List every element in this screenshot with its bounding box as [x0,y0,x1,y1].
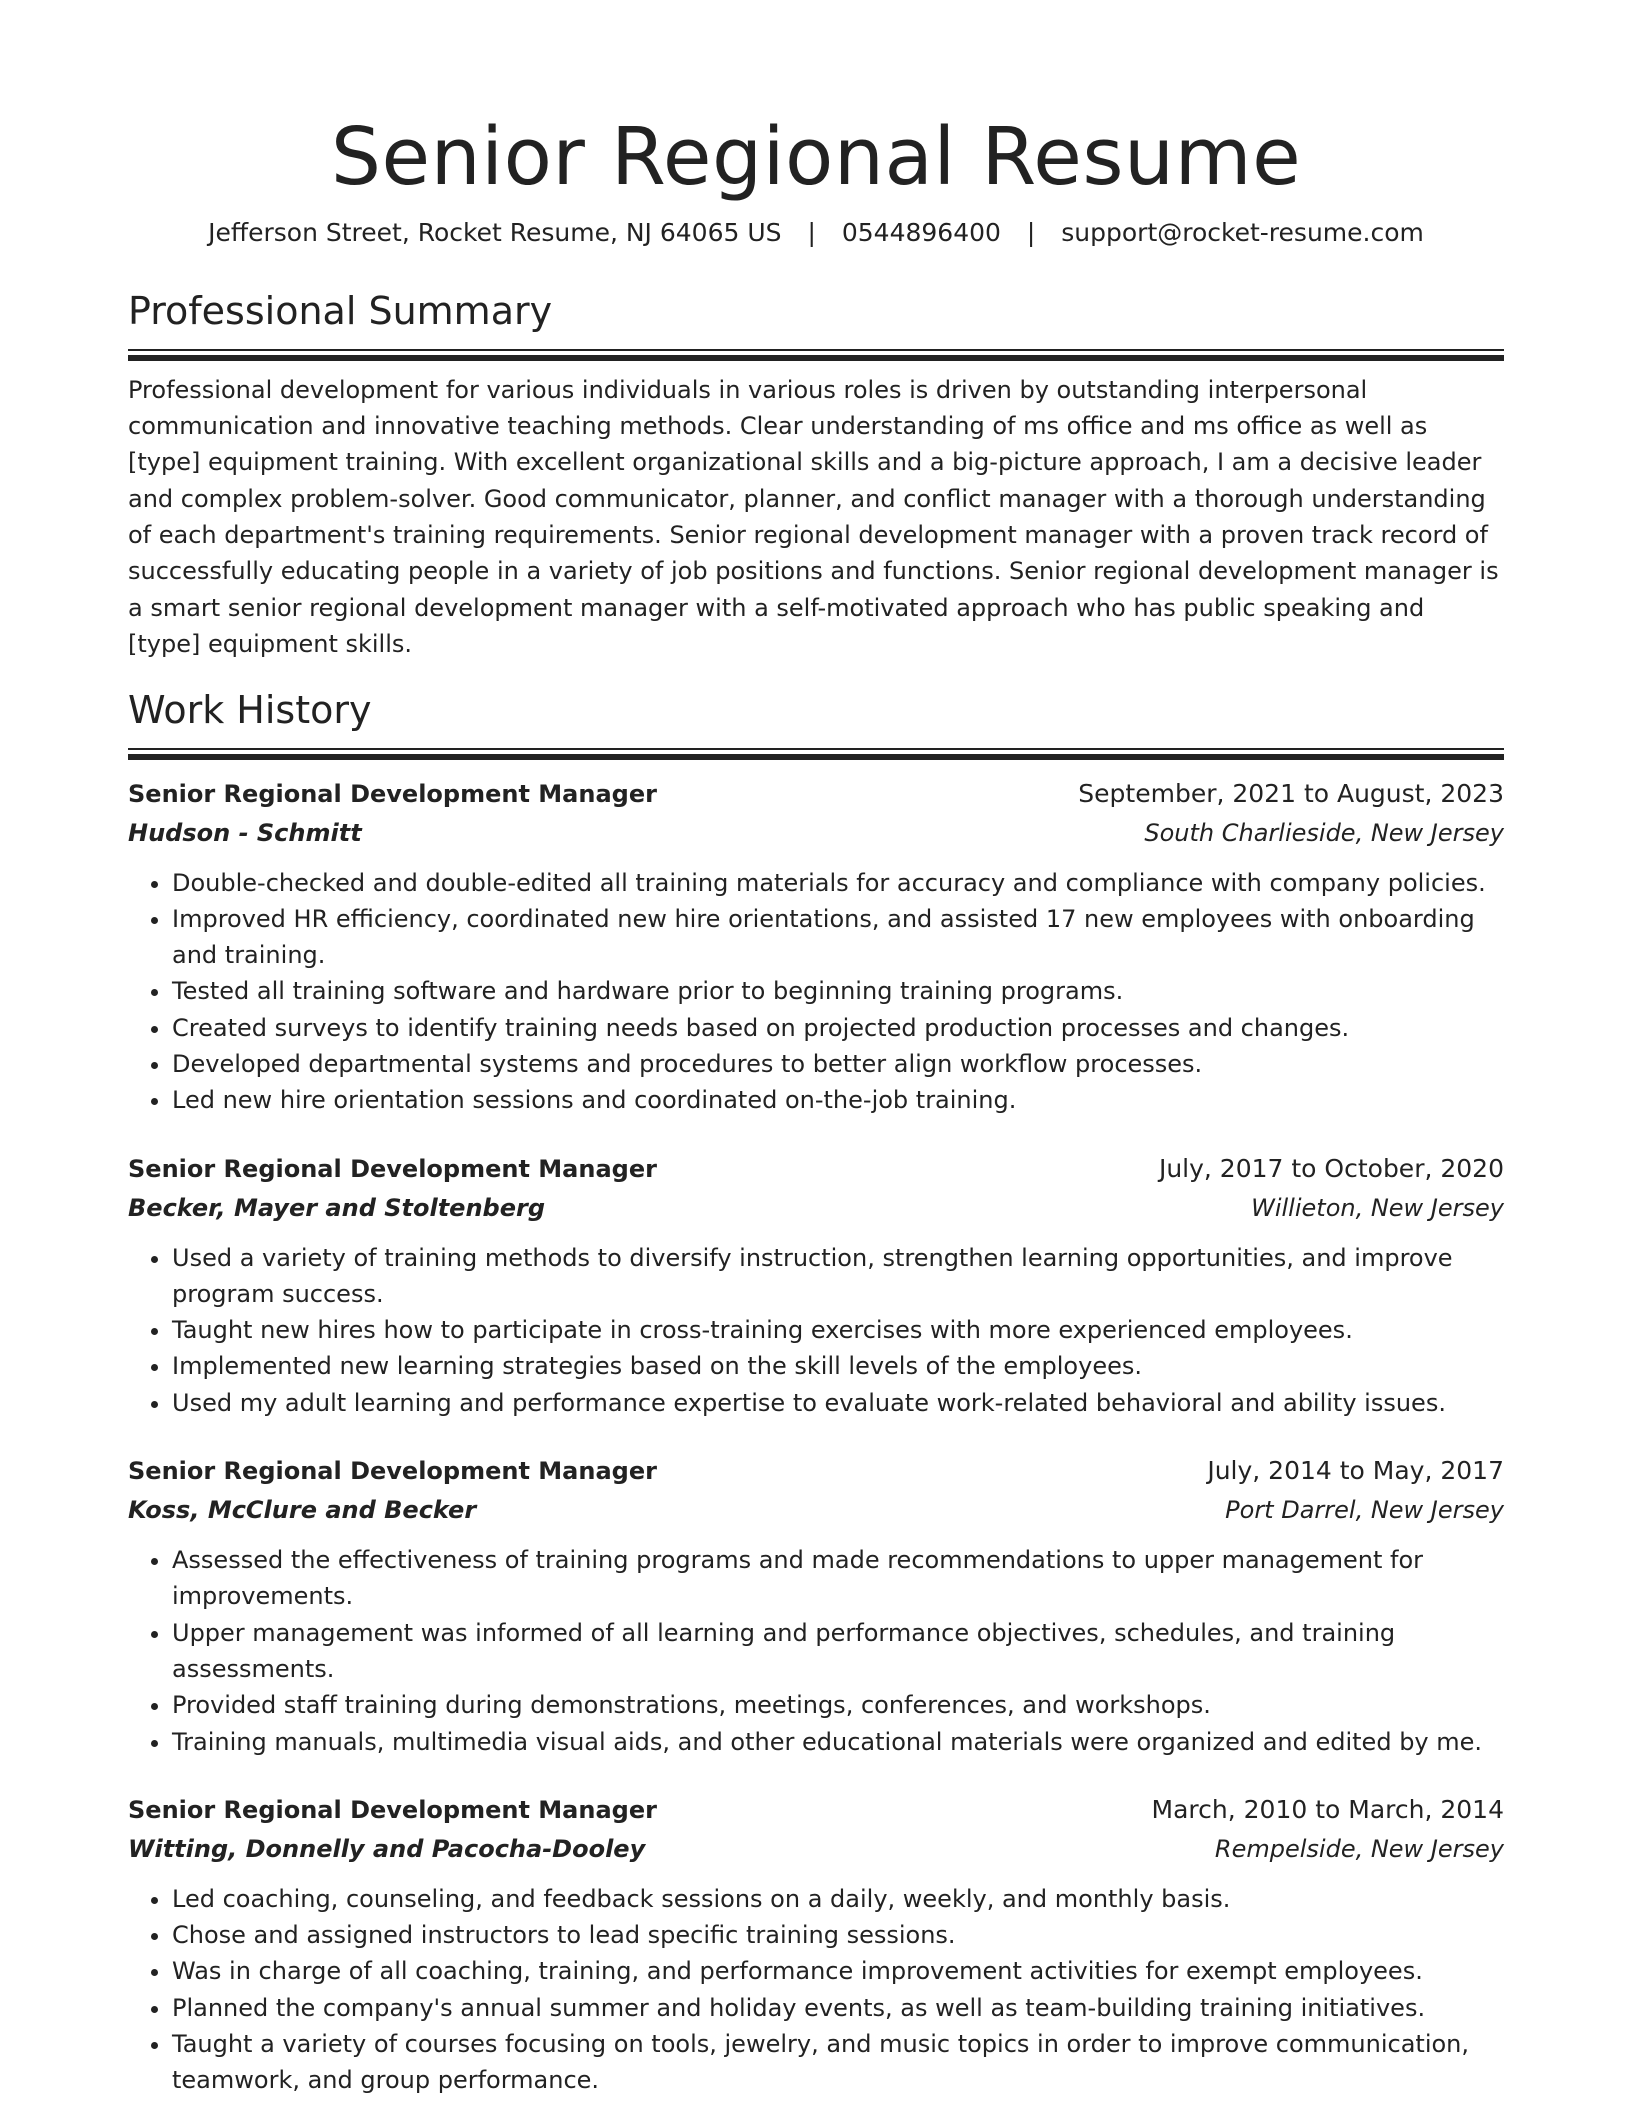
section-heading-summary: Professional Summary [128,289,553,334]
job-location: Port Darrel, New Jersey [1225,1496,1504,1525]
contact-separator: | [807,217,816,247]
job-bullet: • Assessed the effectiveness of training programs and made recommendations to upper management for improvements. [172,1542,1504,1615]
job-bullet: • Led new hire orientation sessions and coordinated on-the-job training. [172,1082,1504,1118]
job-bullet-list [128,1542,1504,1760]
job-entry [128,1149,1504,1421]
job-title: Senior Regional Development Manager [128,1795,657,1824]
job-bullet: • Used a variety of training methods to diversify instruction, strengthen learning opportunities, and improve program success. [172,1240,1504,1313]
job-bullet: • Taught new hires how to participate in cross-training exercises with more experienced employees. [172,1312,1504,1348]
job-bullet: • Tested all training software and hardware prior to beginning training programs. [172,973,1504,1009]
contact-phone: 0544896400 [841,217,1001,247]
job-title: Senior Regional Development Manager [128,1154,657,1183]
work-history-list [128,774,1504,2099]
job-company-row [128,1830,1504,1869]
job-entry [128,774,1504,1119]
job-entry [128,1790,1504,2099]
job-bullet: • Led coaching, counseling, and feedback sessions on a daily, weekly, and monthly basis. [172,1881,1504,1917]
section-divider [128,349,1504,355]
job-header-row [128,774,1504,814]
job-bullet: • Created surveys to identify training needs based on projected production processes and changes. [172,1010,1504,1046]
summary-text: Professional development for various individuals in various roles is driven by outstanding interpersonal communication and innovative teaching methods. Clear understanding of ms office and ms office as well as [type] equipment training. With excellent organizational skills and a big-picture approach, I am a decisive leader and complex problem-solver. Good communicator, planner, and conflict manager with a thorough understanding of each department's training requirements. Senior regional development manager with a proven track record of successfully educating people in a variety of job positions and functions. Senior regional development manager is a smart senior regional development manager with a self-motivated approach who has public speaking and [type] equipment skills. [128,375,1499,658]
section-heading-work-history: Work History [128,688,372,733]
job-company: Hudson - Schmitt [128,818,362,847]
job-bullet: • Used my adult learning and performance expertise to evaluate work-related behavioral and ability issues. [172,1385,1504,1421]
job-dates: July, 2017 to October, 2020 [1158,1153,1504,1183]
job-dates: July, 2014 to May, 2017 [1207,1456,1504,1486]
job-dates: September, 2021 to August, 2023 [1078,778,1504,808]
job-company-row [128,814,1504,853]
contact-line [128,217,1504,250]
job-bullet: • Implemented new learning strategies based on the skill levels of the employees. [172,1348,1504,1384]
job-bullet: • Upper management was informed of all learning and performance objectives, schedules, and training assessments. [172,1615,1504,1688]
job-bullet: • Planned the company's annual summer and holiday events, as well as team-building training initiatives. [172,1990,1504,2026]
job-title: Senior Regional Development Manager [128,1457,657,1486]
job-dates: March, 2010 to March, 2014 [1151,1794,1504,1824]
job-title: Senior Regional Development Manager [128,779,657,808]
contact-address: Jefferson Street, Rocket Resume, NJ 64065 US [208,217,782,247]
job-bullet: • Was in charge of all coaching, training, and performance improvement activities for exempt employees. [172,1953,1504,1989]
job-company-row [128,1491,1504,1530]
job-bullet: • Provided staff training during demonstrations, meetings, conferences, and workshops. [172,1687,1504,1723]
job-company-row [128,1189,1504,1228]
resume-title: Senior Regional Resume [330,111,1302,203]
job-bullet: • Improved HR efficiency, coordinated new hire orientations, and assisted 17 new employees with onboarding and training. [172,901,1504,974]
job-company: Witting, Donnelly and Pacocha-Dooley [128,1834,646,1863]
job-bullet: • Developed departmental systems and procedures to better align workflow processes. [172,1046,1504,1082]
job-location: Rempelside, New Jersey [1214,1834,1504,1863]
job-bullet: • Training manuals, multimedia visual aids, and other educational materials were organized and edited by me. [172,1724,1504,1760]
job-location: Willieton, New Jersey [1251,1193,1504,1222]
contact-separator: | [1026,217,1036,247]
job-bullet: • Chose and assigned instructors to lead specific training sessions. [172,1917,1504,1953]
job-bullet-list [128,1881,1504,2099]
job-bullet-list [128,865,1504,1119]
job-entry [128,1451,1504,1760]
job-header-row [128,1149,1504,1189]
contact-email: support@rocket-resume.com [1061,217,1424,247]
job-bullet-list [128,1240,1504,1421]
job-header-row [128,1790,1504,1830]
job-company: Koss, McClure and Becker [128,1496,477,1525]
job-bullet: • Double-checked and double-edited all training materials for accuracy and compliance with company policies. [172,865,1504,901]
job-header-row [128,1451,1504,1491]
job-location: South Charlieside, New Jersey [1144,818,1504,847]
job-bullet: • Taught a variety of courses focusing on tools, jewelry, and music topics in order to improve communication, teamwork, and group performance. [172,2026,1504,2099]
section-divider [128,748,1504,754]
job-company: Becker, Mayer and Stoltenberg [128,1193,546,1222]
